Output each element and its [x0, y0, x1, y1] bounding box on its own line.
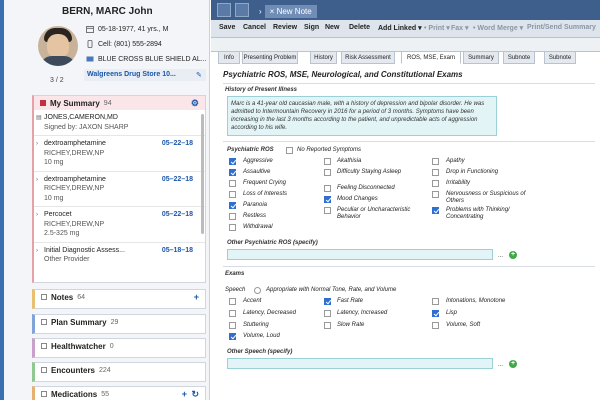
- add-medication-icon[interactable]: +: [181, 389, 187, 399]
- dob-row: [86, 25, 168, 33]
- ros-checkbox[interactable]: [324, 158, 331, 165]
- notes-label: Notes: [51, 292, 74, 302]
- speech-label: Speech: [225, 287, 246, 293]
- note-form: [211, 65, 600, 400]
- word-merge-label: Word Merge: [477, 25, 518, 32]
- speech-checkbox[interactable]: [324, 322, 331, 329]
- notes-section[interactable]: [32, 289, 206, 309]
- save-button[interactable]: Save: [219, 24, 236, 31]
- ros-checkbox[interactable]: [324, 169, 331, 176]
- chevron-right-icon: ›: [259, 6, 262, 16]
- summary-icon: [40, 100, 46, 106]
- ros-option-label: Withdrawal: [243, 224, 273, 230]
- ros-checkbox[interactable]: [229, 169, 236, 176]
- plan-summary-label: Plan Summary: [51, 317, 107, 327]
- tab-presenting-problem[interactable]: Presenting Problem: [242, 51, 298, 64]
- summary-item-title: dextroamphetamine: [44, 140, 106, 147]
- encounters-icon: [41, 367, 47, 373]
- ros-checkbox[interactable]: [432, 207, 439, 214]
- medications-label: Medications: [51, 389, 98, 399]
- avatar-face: [47, 34, 69, 58]
- other-speech-label: Other Speech (specify): [227, 349, 293, 355]
- print-button[interactable]: • Print ▾: [424, 25, 450, 32]
- refresh-icon[interactable]: ↻: [191, 389, 199, 399]
- summary-scrollbar[interactable]: [201, 114, 204, 234]
- tab-summary[interactable]: Summary: [463, 51, 499, 64]
- add-linked-button[interactable]: Add Linked ▾: [378, 25, 422, 32]
- divider: [223, 266, 595, 267]
- photo-count: 3 / 2: [50, 77, 64, 84]
- my-summary-count: 94: [103, 99, 112, 107]
- tab-new-note[interactable]: [265, 5, 317, 18]
- tab-subnote-1[interactable]: Subnote: [503, 51, 535, 64]
- speech-checkbox[interactable]: [324, 298, 331, 305]
- print-send-summary-button[interactable]: Print/Send Summary: [527, 24, 596, 31]
- add-icon[interactable]: +: [510, 251, 516, 258]
- breadcrumb: [259, 4, 317, 18]
- speech-checkbox[interactable]: [432, 310, 439, 317]
- ros-option-label: Assaultive: [243, 169, 271, 175]
- add-icon[interactable]: +: [510, 360, 516, 367]
- ros-option-label: Restless: [243, 213, 267, 219]
- medications-count: 55: [101, 390, 110, 398]
- more-options-icon[interactable]: ...: [498, 362, 504, 368]
- speech-checkbox[interactable]: [229, 322, 236, 329]
- avatar[interactable]: [38, 26, 78, 66]
- top-bar: [211, 0, 600, 20]
- summary-item-sub: RICHEY,DREW,NP: [44, 220, 105, 228]
- panel-view-icon[interactable]: [235, 3, 249, 17]
- note-tabs: [211, 38, 600, 61]
- other-ros-input[interactable]: [227, 249, 493, 260]
- hpi-label: History of Present Illness: [225, 87, 298, 93]
- grid-view-icon[interactable]: [217, 3, 231, 17]
- patient-phone: Cell: (801) 555-2894: [98, 40, 162, 48]
- close-icon[interactable]: ×: [269, 6, 275, 16]
- speech-option-label: Latency, Decreased: [243, 310, 296, 316]
- speech-option-label: Intonations, Monotone: [446, 298, 506, 304]
- note-toolbar: [211, 20, 600, 38]
- ros-checkbox[interactable]: [324, 185, 331, 192]
- form-title: Psychiatric ROS, MSE, Neurological, and Constitutional Exams: [223, 70, 463, 79]
- speech-option-label: Fast Rate: [337, 298, 364, 304]
- insurance-row: [86, 55, 207, 63]
- summary-item[interactable]: [34, 172, 205, 208]
- no-reported-symptoms-checkbox[interactable]: [286, 147, 293, 154]
- ros-option-label: Problems with Thinking/ Concentrating: [446, 207, 510, 220]
- my-summary-title: My Summary: [50, 98, 100, 108]
- no-reported-symptoms-label: No Reported Symptoms: [297, 147, 362, 153]
- ros-option-label: Irritability: [446, 180, 471, 186]
- phone-icon: [86, 40, 94, 48]
- speech-checkbox[interactable]: [324, 310, 331, 317]
- ros-checkbox[interactable]: [432, 169, 439, 176]
- summary-item-title: JONES,CAMERON,MD: [44, 114, 118, 121]
- notes-header[interactable]: [35, 290, 205, 304]
- tab-subnote-2[interactable]: Subnote: [544, 51, 576, 64]
- medications-header[interactable]: [35, 387, 205, 400]
- other-ros-label: Other Psychiatric ROS (specify): [227, 240, 318, 246]
- speech-option-label: Stuttering: [243, 322, 269, 328]
- my-summary-section: [32, 95, 206, 283]
- ros-option-label: Drop in Functioning: [446, 169, 499, 175]
- summary-item-title: Initial Diagnostic Assess...: [44, 246, 125, 254]
- phone-row: [86, 40, 162, 48]
- ros-option-label: Peculiar or Uncharacteristic Behavior: [337, 207, 411, 220]
- encounters-label: Encounters: [51, 365, 96, 375]
- speech-checkbox[interactable]: [432, 298, 439, 305]
- speech-normal-label: Appropriate with Normal Tone, Rate, and Volume: [266, 287, 397, 293]
- summary-item-dose: 10 mg: [44, 194, 64, 202]
- other-speech-input[interactable]: [227, 358, 493, 369]
- ros-option-label: Akathisia: [337, 158, 362, 164]
- speech-normal-radio[interactable]: [254, 287, 261, 294]
- encounters-section[interactable]: [32, 362, 206, 382]
- speech-checkbox[interactable]: [229, 298, 236, 305]
- avatar-shirt: [40, 56, 76, 66]
- ros-option-label: Nervousness or Suspicious of Others: [446, 191, 526, 204]
- summary-item-date: 05–18–18: [161, 246, 193, 254]
- chevron-right-icon: ›: [36, 212, 38, 218]
- divider: [223, 83, 595, 84]
- summary-item-sub: RICHEY,DREW,NP: [44, 185, 105, 192]
- healthwatcher-icon: [41, 343, 47, 349]
- speech-option-label: Accent: [243, 298, 262, 304]
- summary-item-date: 05–22–18: [161, 211, 193, 218]
- ros-checkbox[interactable]: [432, 191, 439, 198]
- summary-item-date: 05–22–18: [161, 140, 193, 147]
- summary-item-sub: RICHEY,DREW,NP: [44, 149, 105, 157]
- my-summary-header[interactable]: [34, 96, 205, 110]
- tab-ros-mse-exam[interactable]: ROS, MSE, Exam: [401, 51, 461, 64]
- summary-item[interactable]: [34, 110, 205, 136]
- fax-label: Fax: [451, 25, 464, 32]
- patient-name[interactable]: BERN, MARC John: [62, 6, 153, 17]
- speech-option-label: Slow Rate: [337, 322, 365, 328]
- plan-summary-header[interactable]: [35, 315, 205, 329]
- ros-checkbox[interactable]: [229, 158, 236, 165]
- ros-checkbox[interactable]: [229, 180, 236, 187]
- ros-option-label: Loss of Interests: [243, 191, 288, 197]
- ros-option-label: Difficulty Staying Asleep: [337, 169, 402, 175]
- delete-button[interactable]: Delete: [349, 24, 371, 31]
- chevron-right-icon: ›: [36, 176, 38, 183]
- more-options-icon[interactable]: ...: [498, 253, 504, 259]
- speech-option-label: Volume, Loud: [243, 333, 280, 339]
- ros-checkbox[interactable]: [432, 180, 439, 187]
- insurance-icon: [86, 55, 94, 63]
- ros-checkbox[interactable]: [324, 196, 331, 203]
- settings-icon[interactable]: ⚙: [190, 98, 199, 108]
- sign-button[interactable]: Sign: [304, 24, 320, 31]
- document-icon: ▤: [36, 115, 42, 121]
- hpi-textarea[interactable]: Marc is a 41-year old caucasian male, with a history of depression and bipolar disorder. He was admitted to Intermountain Recovery in 2016 for a period of 3 months. Symptoms have been increasing in the last 3 months according to the patient, and unpredictable acts of aggression according to his wife.: [227, 96, 497, 136]
- ros-option-label: Apathy: [446, 158, 465, 164]
- tab-info[interactable]: Info: [218, 51, 240, 64]
- pencil-icon[interactable]: ✎: [196, 72, 202, 79]
- chevron-right-icon: ›: [36, 247, 38, 254]
- summary-item-dose: 2.5-325 mg: [44, 230, 80, 237]
- ros-checkbox[interactable]: [229, 191, 236, 198]
- cancel-button[interactable]: Cancel: [243, 24, 266, 31]
- healthwatcher-header[interactable]: [35, 339, 205, 353]
- new-note-label: New Note: [276, 6, 312, 16]
- ros-option-label: Frequent Crying: [243, 180, 287, 186]
- summary-item-date: 05–22–18: [161, 175, 193, 183]
- plan-icon: [41, 319, 47, 325]
- fax-button[interactable]: Fax ▾: [451, 25, 469, 32]
- speech-option-label: Latency, Increased: [337, 310, 388, 316]
- ros-checkbox[interactable]: [229, 202, 236, 209]
- patient-dob: 05-18-1977, 41 yrs., M: [98, 25, 169, 33]
- ros-option-label: Mood Changes: [337, 196, 378, 202]
- summary-item[interactable]: [34, 207, 205, 243]
- summary-item-sub: Signed by: JAXON SHARP: [44, 123, 129, 131]
- add-note-icon[interactable]: +: [193, 292, 199, 302]
- tab-risk-assessment[interactable]: Risk Assessment: [341, 51, 395, 64]
- healthwatcher-label: Healthwatcher: [51, 341, 106, 351]
- pharmacy-link[interactable]: Walgreens Drug Store 10...: [84, 69, 206, 81]
- summary-item[interactable]: [34, 243, 205, 268]
- exams-label: Exams: [225, 271, 245, 277]
- speech-checkbox[interactable]: [432, 322, 439, 329]
- healthwatcher-section[interactable]: [32, 338, 206, 358]
- ros-checkbox[interactable]: [229, 213, 236, 220]
- medications-icon: [41, 391, 47, 397]
- ros-checkbox[interactable]: [432, 158, 439, 165]
- psychiatric-ros-label: Psychiatric ROS: [227, 147, 274, 153]
- notes-icon: [41, 294, 47, 300]
- speech-option-label: Lisp: [446, 310, 458, 316]
- encounters-header[interactable]: [35, 363, 205, 377]
- ros-checkbox[interactable]: [324, 207, 331, 214]
- ros-checkbox[interactable]: [229, 224, 236, 231]
- notes-count: 64: [77, 293, 86, 301]
- chevron-right-icon: ›: [36, 141, 38, 147]
- speech-checkbox[interactable]: [229, 310, 236, 317]
- speech-checkbox[interactable]: [229, 333, 236, 340]
- healthwatcher-count: 0: [109, 342, 114, 350]
- summary-item-title: Percocet: [44, 211, 72, 218]
- summary-item[interactable]: [34, 136, 205, 172]
- encounters-count: 224: [99, 366, 111, 374]
- word-merge-button[interactable]: • Word Merge ▾: [473, 25, 524, 32]
- tab-history[interactable]: History: [310, 51, 337, 64]
- plan-summary-section[interactable]: [32, 314, 206, 334]
- ros-option-label: Aggressive: [243, 158, 273, 164]
- print-label: Print: [428, 25, 445, 32]
- summary-item-dose: 10 mg: [44, 159, 64, 166]
- plan-summary-count: 29: [110, 318, 119, 326]
- review-button[interactable]: Review: [273, 24, 298, 31]
- medications-section[interactable]: [32, 386, 206, 400]
- summary-item-title: dextroamphetamine: [44, 175, 106, 183]
- speech-option-label: Volume, Soft: [446, 322, 481, 328]
- calendar-icon: [86, 25, 94, 33]
- add-linked-label: Add Linked: [378, 25, 417, 32]
- new-button[interactable]: New: [325, 24, 340, 31]
- panel-edge: [0, 0, 4, 400]
- patient-panel: [0, 0, 210, 400]
- ros-option-label: Feeling Disconnected: [337, 185, 395, 191]
- patient-insurance: BLUE CROSS BLUE SHIELD AL...: [98, 55, 207, 63]
- summary-item-sub: Other Provider: [44, 256, 90, 263]
- ros-option-label: Paranoia: [243, 202, 268, 208]
- divider: [223, 141, 595, 142]
